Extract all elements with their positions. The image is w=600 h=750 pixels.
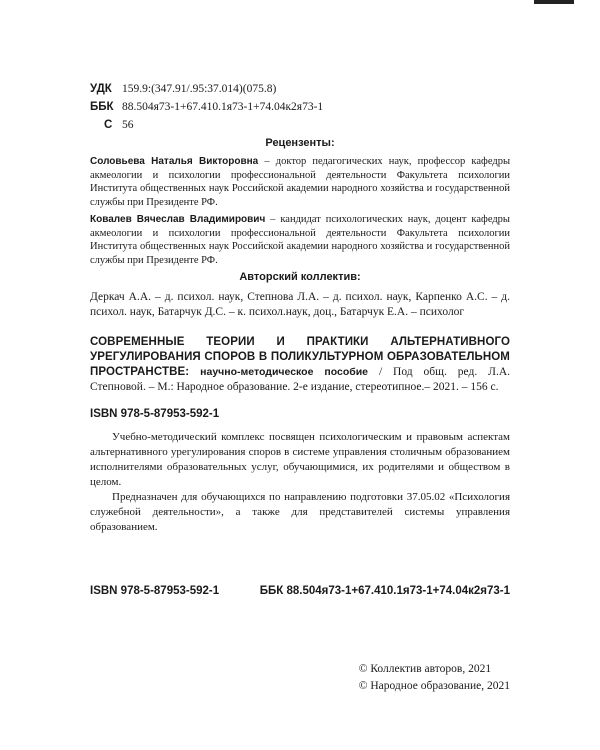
annotation-paragraph-2: Предназначен для обучающихся по направлению подготовки 37.05.02 «Психология служебной деятельности», а также для представителей системы управления образованием. bbox=[90, 491, 510, 533]
isbn-top: ISBN 978-5-87953-592-1 bbox=[90, 408, 220, 420]
book-description bbox=[90, 335, 510, 395]
reviewer-1-name: Соловьева Наталья Викторовна bbox=[90, 156, 259, 167]
classification-codes bbox=[90, 80, 323, 134]
authors-text: Деркач А.А. – д. психол. наук, Степнова Л.А. – д. психол. наук, Карпенко А.С. – д. психол. наук, Батарчук Д.С. – к. психол.наук, доц., Батарчук Е.А. – психолог bbox=[90, 291, 510, 318]
udk-row bbox=[90, 80, 323, 98]
udk-label: УДК bbox=[90, 83, 112, 95]
reviewer-1 bbox=[90, 155, 510, 209]
annotation bbox=[90, 430, 510, 535]
reviewer-2-name: Ковалев Вячеслав Владимирович bbox=[90, 214, 266, 225]
copyright-line-2: © Народное образование, 2021 bbox=[358, 680, 510, 692]
book-subtitle: научно-методическое пособие bbox=[189, 366, 369, 378]
copyright bbox=[359, 661, 510, 695]
reviewers-list bbox=[90, 155, 510, 271]
copyright-line-1: © Коллектив авторов, 2021 bbox=[358, 663, 492, 675]
bottom-isbn: ISBN 978-5-87953-592-1 bbox=[90, 585, 220, 597]
authors-heading: Авторский коллектив: bbox=[239, 271, 361, 283]
bbk-row bbox=[90, 98, 323, 116]
bottom-bbk: ББК 88.504я73-1+67.410.1я73-1+74.04к2я73-1 bbox=[259, 585, 510, 597]
bottom-codes bbox=[90, 585, 510, 597]
reviewer-1-text: – доктор педагогических наук, профессор кафедры акмеологии и психологии профессиональной деятельности Факультета психологии Института общественных наук Российской академии народного хозяйства и государственной службы при Президенте РФ. bbox=[90, 156, 510, 208]
bbk-label: ББК bbox=[90, 101, 114, 113]
book-imprint: / Под общ. ред. Л.А. Степновой. – М.: Народное образование. 2-е издание, стереотипное.– 2021. – 156 с. bbox=[90, 366, 511, 393]
bbk-value: 88.504я73-1+67.410.1я73-1+74.04к2я73-1 bbox=[122, 101, 324, 113]
author-mark-value: 56 bbox=[122, 119, 134, 131]
corner-mark bbox=[534, 0, 574, 4]
annotation-paragraph-1: Учебно-методический комплекс посвящен психологическим и правовым аспектам альтернативного урегулирования споров в системе управления столичным образованием исполнителями образовательных услуг, обучающимися, их родителями и обществом в целом. bbox=[90, 431, 510, 488]
reviewers-heading: Рецензенты: bbox=[265, 137, 335, 149]
author-mark-row bbox=[90, 116, 323, 134]
udk-value: 159.9:(347.91/.95:37.014)(075.8) bbox=[122, 83, 277, 95]
book-title: СОВРЕМЕННЫЕ ТЕОРИИ И ПРАКТИКИ АЛЬТЕРНАТИВНОГО УРЕГУЛИРОВАНИЯ СПОРОВ В ПОЛИКУЛЬТУРНОМ ОБРАЗОВАТЕЛЬНОМ ПРОСТРАНСТВЕ: bbox=[90, 336, 510, 378]
author-mark-label: С bbox=[104, 119, 113, 131]
reviewer-2-text: – кандидат психологических наук, доцент кафедры акмеологии и психологии профессиональной деятельности Факультета психологии Института общественных наук Российской академии народного хозяйства и государственной службы при Президенте РФ. bbox=[90, 214, 510, 266]
reviewer-2 bbox=[90, 213, 510, 267]
